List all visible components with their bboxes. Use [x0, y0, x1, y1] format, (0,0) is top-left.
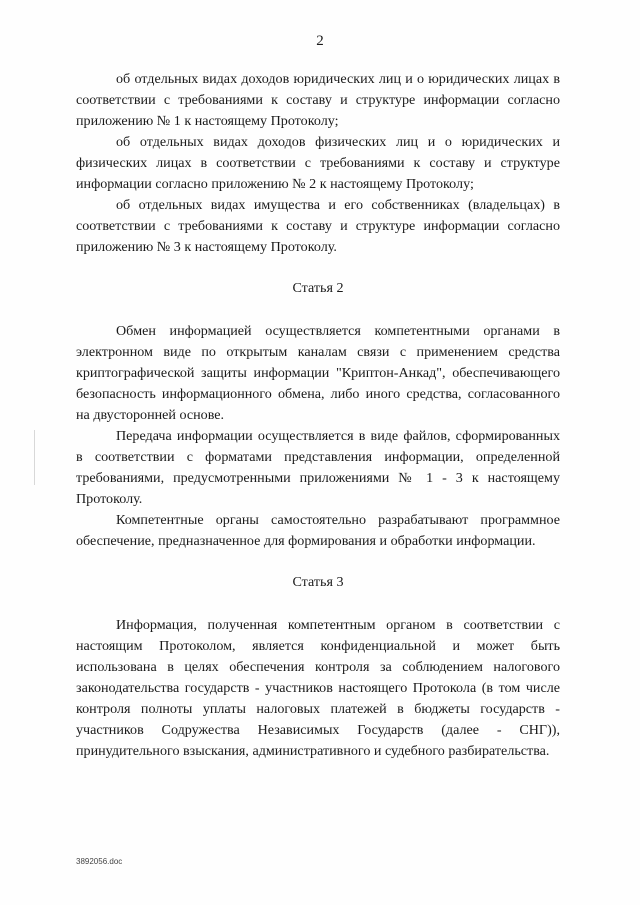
page-number: 2 [316, 33, 324, 49]
intro-item-1: об отдельных видах доходов юридических лиц и о юридических лицах в соответствии с требованиями к составу и структуре информации согласно приложению № 1 к настоящему Протоколу; [76, 71, 560, 129]
document-file-code: 3892056.doc [76, 857, 123, 866]
intro-item-2: об отдельных видах доходов физических лиц и о юридических и физических лицах в соответствии с требованиями к составу и структуре информации согласно приложению № 2 к настоящему Протоколу; [76, 134, 560, 192]
article-2-paragraph-1: Обмен информацией осуществляется компетентными органами в электронном виде по открытым каналам связи с применением средства криптографической защиты информации "Криптон-Анкад", обеспечивающего безопасность информационного обмена, либо иного средства, согласованного на двусторонней основе. [76, 323, 560, 423]
article-3-paragraph-1: Информация, полученная компетентным органом в соответствии с настоящим Протоколом, является конфиденциальной и может быть использована в целях обеспечения контроля за соблюдением налогового законодательства государств - участников настоящего Протокола (в том числе контроля полноты уплаты налоговых платежей в бюджеты государств - участников Содружества Независимых Государств (далее - СНГ)), принудительного взыскания, административного и судебного разбирательства. [76, 617, 560, 759]
intro-item-3: об отдельных видах имущества и его собственниках (владельцах) в соответствии с требованиями к составу и структуре информации согласно приложению № 3 к настоящему Протоколу. [76, 197, 560, 255]
article-2-paragraph-2: Передача информации осуществляется в виде файлов, сформированных в соответствии с форматами представления информации, определенной требованиями, предусмотренными приложениями № 1 - 3 к настоящему Протоколу. [76, 428, 560, 507]
document-body [76, 69, 560, 762]
article-2-paragraph-3: Компетентные органы самостоятельно разрабатывают программное обеспечение, предназначенное для формирования и обработки информации. [76, 512, 560, 549]
article-3-heading: Статья 3 [292, 574, 344, 590]
scan-margin-mark [34, 430, 35, 485]
article-2-heading: Статья 2 [292, 280, 344, 296]
